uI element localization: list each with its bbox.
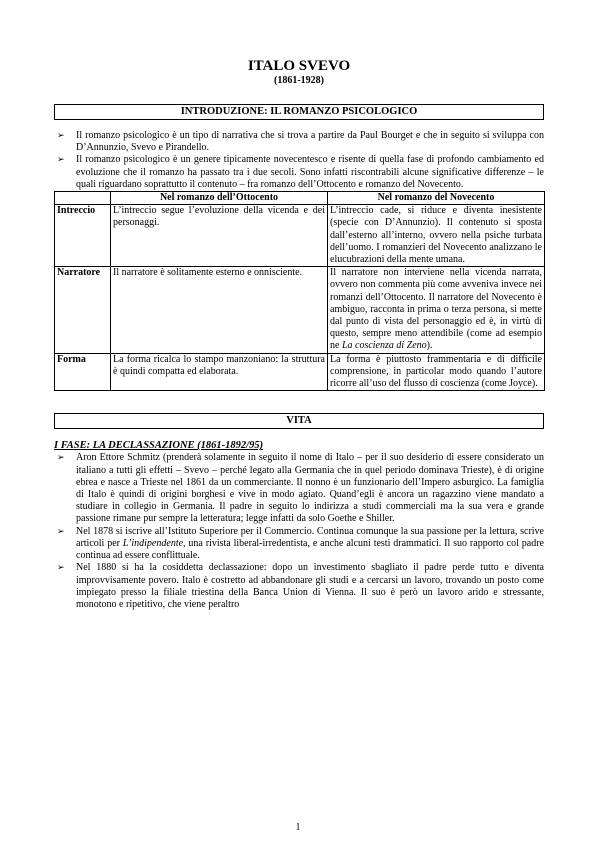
comparison-table: [54, 191, 545, 391]
row-header-forma: Forma: [55, 353, 111, 391]
table-row: [55, 353, 545, 391]
bullet-text: Nel 1878 si iscrive all’Istituto Superiore per il Commercio. Continua comunque la sua passione per la lettura, scrive articoli per: [76, 525, 544, 549]
table-cell: La forma ricalca lo stampo manzoniano: la struttura è quindi compatta ed elaborata.: [111, 353, 328, 391]
page-number: 1: [295, 822, 301, 833]
magazine-title: L’indipendente: [122, 537, 184, 549]
arrow-right-outline-icon: ➢: [57, 563, 65, 574]
vita-bullet-list: [54, 452, 544, 611]
column-header-ottocento: Nel romanzo dell’Ottocento: [111, 192, 328, 205]
table-cell: L’intreccio segue l’evoluzione della vicenda e dei personaggi.: [111, 205, 328, 267]
table-cell: L’intreccio cade, si riduce e diventa inesistente (specie con D’Annunzio). Il contenuto si sposta dall’esterno all’interno, ovvero nella psiche turbata dell’uomo. I romanzieri del Novecento analizzano le elucubrazioni della mente umana.: [328, 205, 545, 267]
row-header-narratore: Narratore: [55, 267, 111, 353]
bullet-text: Aron Ettore Schmitz (prenderà solamente in seguito il nome di Italo – per il suo desiderio di essere considerato un italiano a tutti gli effetti – Svevo – perché legato alla Germania che in quel periodo dominava Trieste), è di origine ebrea e nasce a Trieste nel 1861 da un commerciante. Il nonno è un funzionario dell’Impero asburgico. La famiglia di Italo è quindi di origini borghesi e vive in modo agiato. Quand’egli è ancora un ragazzino viene mandato a studiare in collegio in Germania. Il padre in seguito lo indirizza a studi commerciali ma la sua vera e grande passione rimane pur sempre la letteratura; legge infatti da solo Goethe e Shiller.: [76, 452, 544, 525]
cell-text: Il narratore non interviene nella vicenda narrata, ovvero non commenta più come avveniva invece nei romanzi dell’Ottocento. Il narratore del Novecento è ambiguo, racconta in prima o terza persona, si mette dal punto di vista del personaggio ed è, in virtù di questo, sempre meno attendibile (come ad esempio ne: [330, 267, 542, 352]
document-page: [54, 58, 544, 611]
vita-heading: VITA: [54, 413, 544, 429]
arrow-right-outline-icon: ➢: [57, 453, 65, 464]
list-item: [54, 452, 544, 525]
table-cell: La forma è piuttosto frammentaria e di difficile comprensione, in particolar modo quando l’autore ricorre all’uso del flusso di coscienza (come Joyce).: [328, 353, 545, 391]
table-cell: [328, 267, 545, 353]
table-row: [55, 267, 545, 353]
table-row: [55, 205, 545, 267]
list-item: [54, 130, 544, 154]
bullet-text: Il romanzo psicologico è un genere tipicamente novecentesco e risente di quella fase di profondo cambiamento ed evoluzione che il romanzo ha passato tra i due secoli. Sono infatti riscontrabili alcune significative differenze – le quali riguardano soprattutto il contenuto – fra romanzo dell’Ottocento e romanzo del Novecento.: [76, 154, 544, 190]
list-item: [54, 154, 544, 191]
list-item: [54, 526, 544, 563]
cell-text: ).: [426, 340, 433, 352]
arrow-right-outline-icon: ➢: [57, 526, 65, 537]
table-header-row: [55, 192, 545, 205]
book-title: La coscienza di Zeno: [341, 340, 427, 352]
arrow-right-outline-icon: ➢: [57, 155, 65, 166]
document-title: ITALO SVEVO: [247, 58, 351, 74]
table-corner-cell: [55, 192, 111, 205]
arrow-right-outline-icon: ➢: [57, 131, 65, 141]
bullet-text: Nel 1880 si ha la cosiddetta declassazione: dopo un investimento sbagliato il padre perde tutto e diventa improvvisamente povero. Italo è costretto ad abbandonare gli studi e a cercarsi un lavoro, trovando un posto come impiegato presso la filiale triestina della Banca Union di Vienna. Il suo è però un lavoro arido e stressante, monotono e ripetitivo, che viene peraltro: [76, 562, 544, 610]
list-item: [54, 562, 544, 611]
column-header-novecento: Nel romanzo del Novecento: [328, 192, 545, 205]
row-header-intreccio: Intreccio: [55, 205, 111, 267]
table-cell: Il narratore è solitamente esterno e onnisciente.: [111, 267, 328, 353]
bullet-text: , una rivista liberal-irredentista, e anche alcuni testi drammatici. Il suo rapporto col padre continua ad essere conflittuale.: [76, 537, 544, 562]
intro-heading: INTRODUZIONE: IL ROMANZO PSICOLOGICO: [54, 104, 544, 120]
phase-title: I FASE: LA DECLASSAZIONE (1861-1892/95): [54, 440, 264, 452]
intro-bullet-list: [54, 130, 544, 191]
bullet-text: Il romanzo psicologico è un tipo di narrativa che si trova a partire da Paul Bourget e che in seguito si sviluppa con D’Annunzio, Svevo e Pirandello.: [76, 130, 544, 154]
document-subtitle: (1861-1928): [274, 75, 324, 86]
